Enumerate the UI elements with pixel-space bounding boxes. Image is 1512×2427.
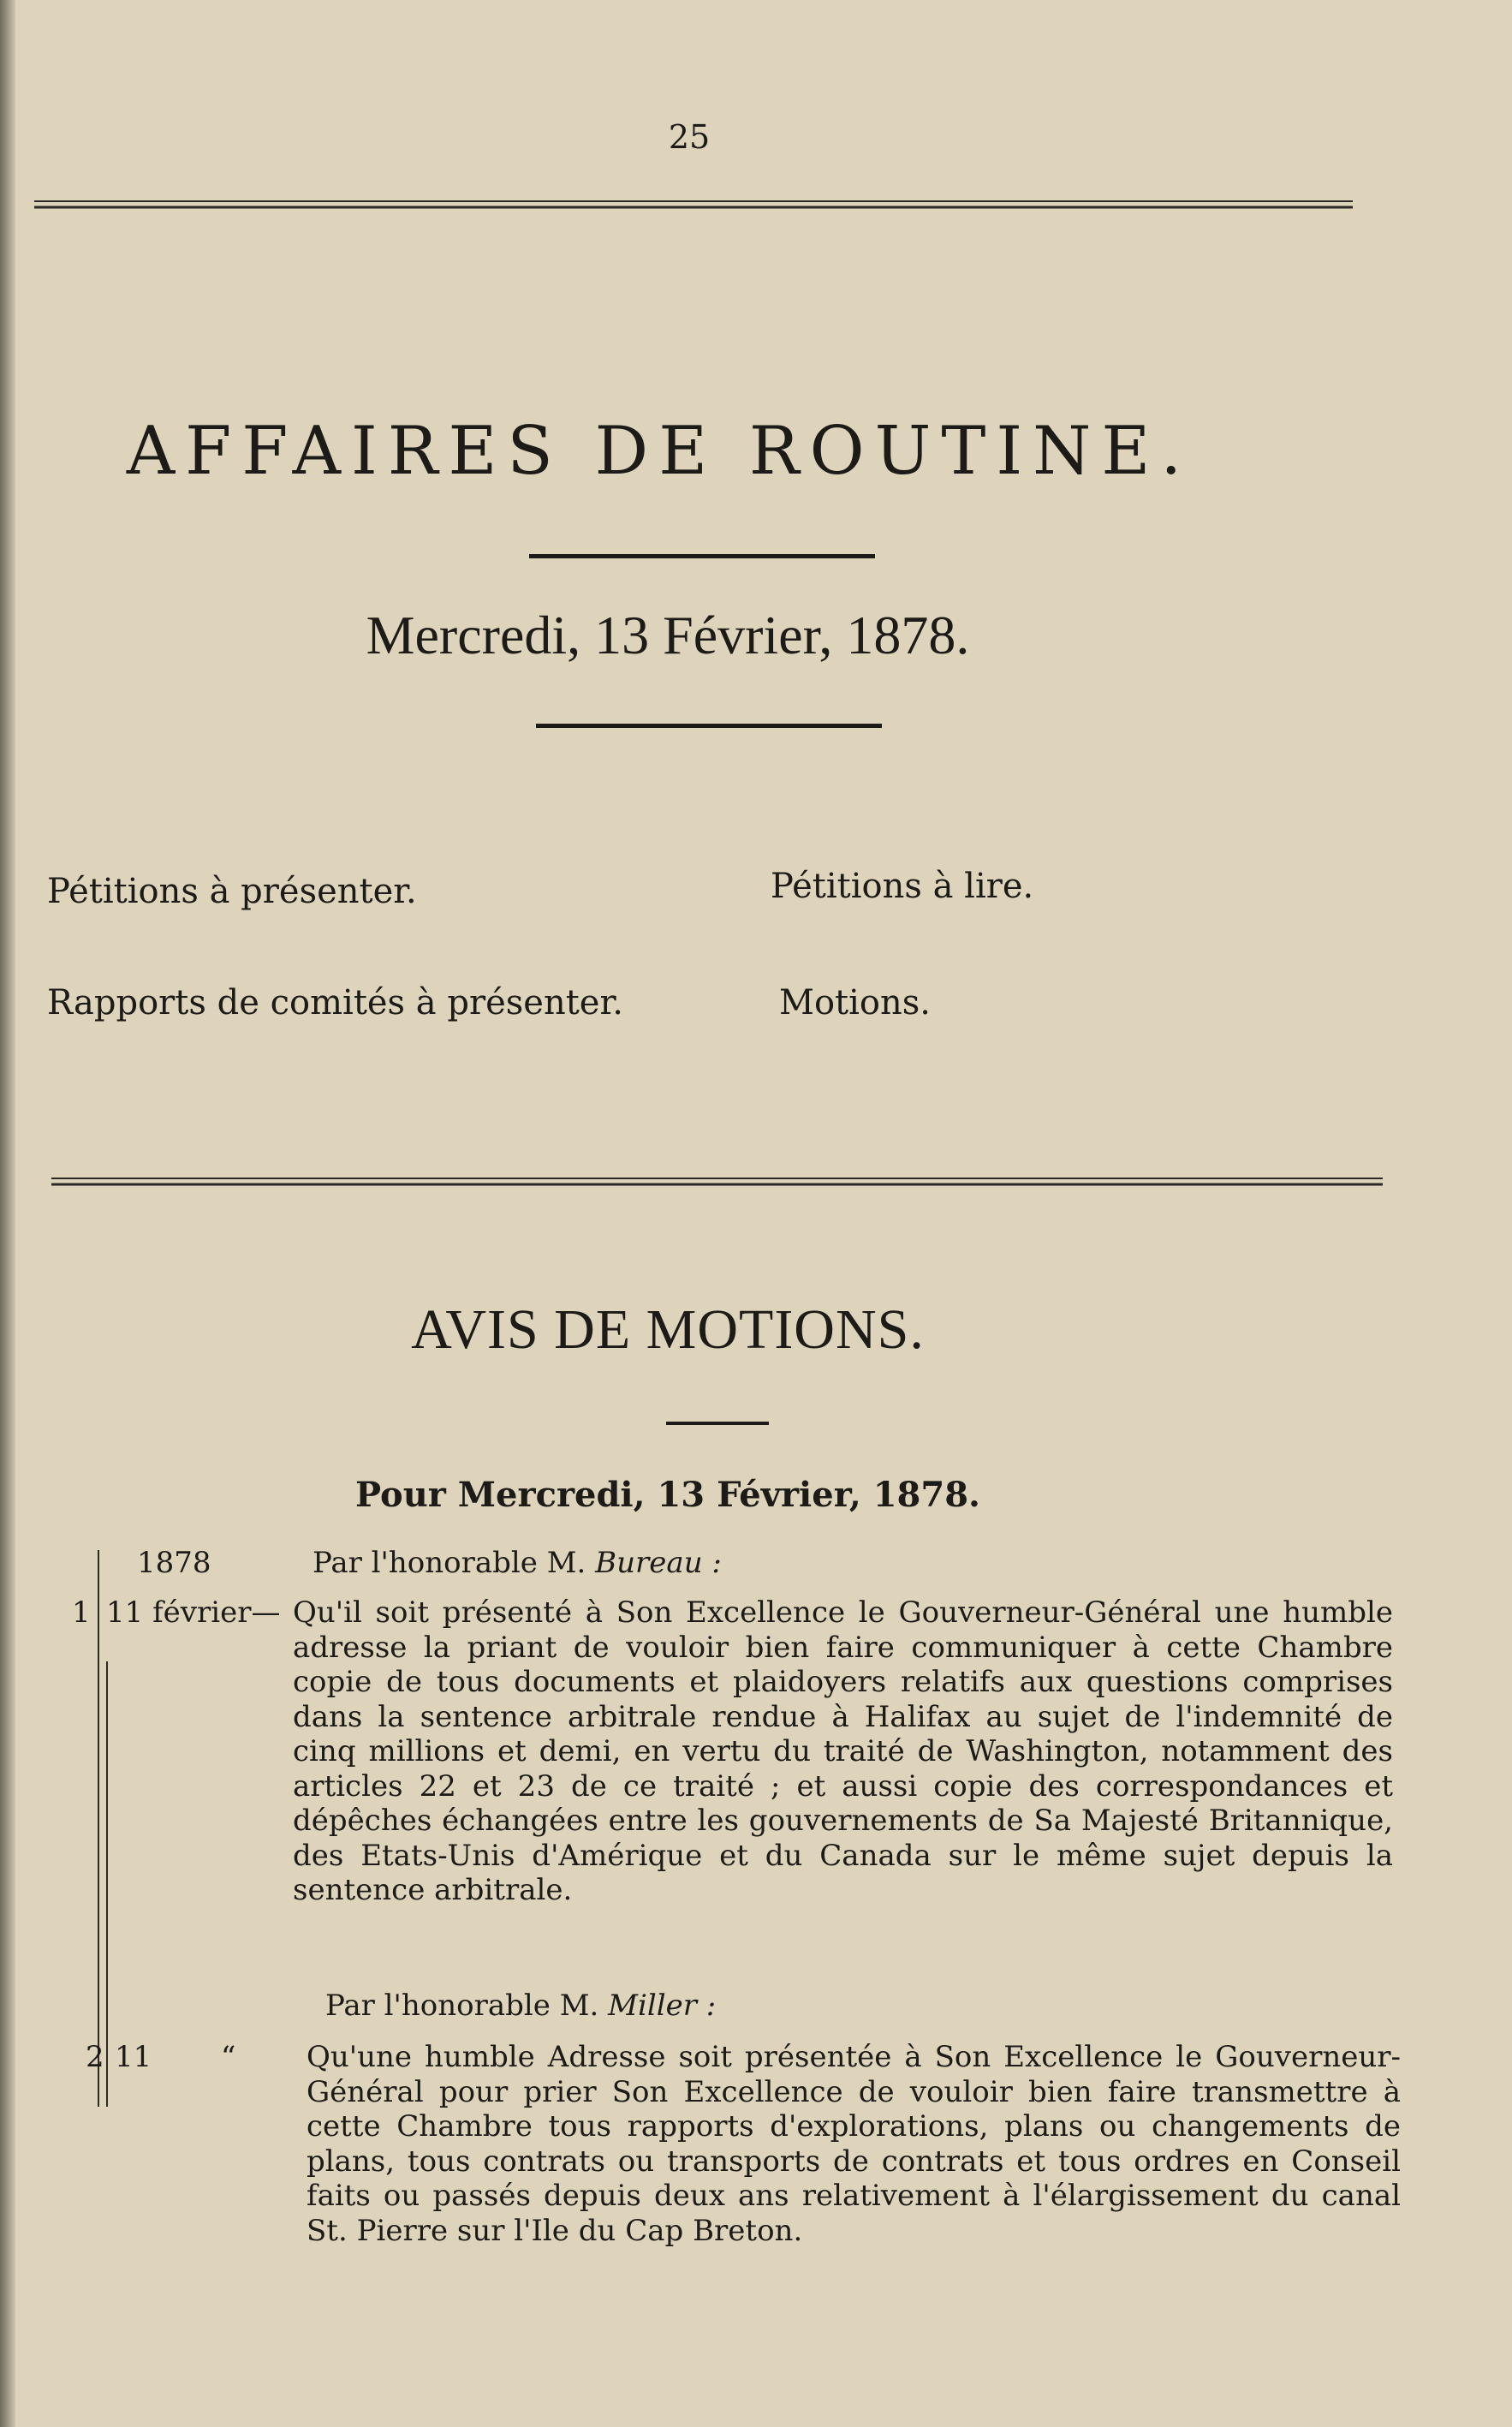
margin-rule	[98, 1550, 99, 2107]
motion-1-number: 1	[72, 1595, 91, 1630]
middle-double-rule	[51, 1176, 1383, 1190]
routine-petitions-presenter: Pétitions à présenter.	[47, 872, 417, 911]
motion-2-text: Qu'une humble Adresse soit présentée à Son Excellence le Gouverneur-Général pour prier Son Excellence de vouloir bien faire transmettre à cette Chambre tous rapports d'explorations, plans ou changements de plans, tous contrats ou transports de contrats et tous ordres en Conseil faits ou passés depuis deux ans relativement à l'élargissement du canal St. Pierre sur l'Ile du Cap Breton.	[307, 2040, 1401, 2248]
motion-2-date: 11	[115, 2040, 152, 2074]
mover-prefix: Par l'honorable M.	[313, 1546, 586, 1580]
motion-2-number: 2	[86, 2040, 104, 2074]
day-heading: Pour Mercredi, 13 Février, 1878.	[355, 1475, 980, 1515]
routine-petitions-lire: Pétitions à lire.	[771, 867, 1034, 906]
section-title-affaires: AFFAIRES DE ROUTINE.	[126, 413, 1193, 491]
routine-motions: Motions.	[779, 983, 931, 1023]
mover-name: Miller :	[608, 1989, 717, 2023]
date-divider	[536, 724, 882, 728]
motion-1-mover	[313, 1546, 722, 1580]
margin-rule	[106, 1661, 108, 2107]
page-binding-edge	[0, 0, 15, 2427]
mover-name: Bureau :	[595, 1546, 722, 1580]
motion-1-date: 11 février—	[106, 1595, 281, 1630]
sitting-date: Mercredi, 13 Février, 1878.	[366, 605, 970, 665]
top-double-rule	[34, 199, 1353, 212]
motion-2-ditto: “	[221, 2040, 236, 2074]
year-label: 1878	[137, 1546, 211, 1580]
motion-2-mover	[325, 1989, 716, 2023]
title-divider	[529, 554, 875, 558]
section-title-avis: AVIS DE MOTIONS.	[411, 1298, 925, 1361]
page-number: 25	[668, 118, 711, 156]
avis-divider	[666, 1422, 769, 1425]
mover-prefix: Par l'honorable M.	[325, 1989, 599, 2023]
routine-rapports: Rapports de comités à présenter.	[47, 983, 623, 1023]
motion-1-text: Qu'il soit présenté à Son Excellence le Gouverneur-Général une humble adresse la priant de vouloir bien faire communiquer à cette Chambre copie de tous documents et plaidoyers relatifs aux questions comprises dans la sentence arbitrale rendue à Halifax au sujet de l'indemnité de cinq millions et demi, en vertu du traité de Washington, notamment des articles 22 et 23 de ce traité ; et aussi copie des correspondances et dépêches échangées entre les gouvernements de Sa Majesté Britannique, des Etats-Unis d'Amérique et du Canada sur le même sujet depuis la sentence arbitrale.	[293, 1595, 1393, 1907]
